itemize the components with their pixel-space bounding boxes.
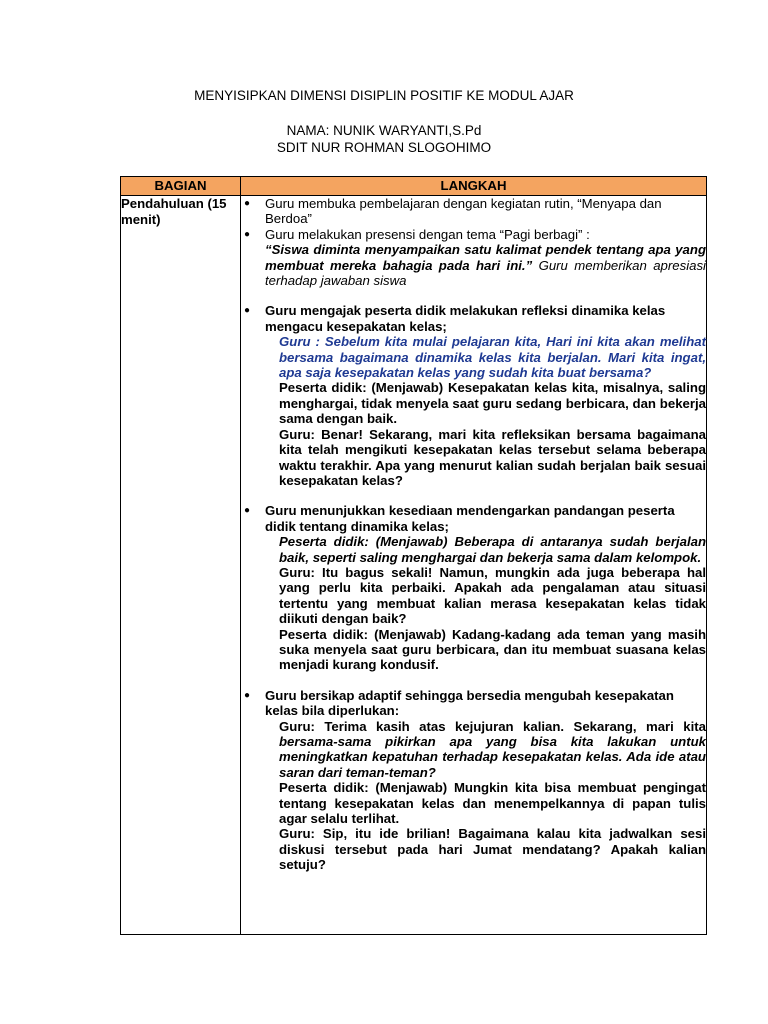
step-item-3: [241, 303, 706, 488]
dialogue: [279, 719, 706, 873]
bullet-icon: ●: [243, 228, 251, 240]
bullet-icon: ●: [243, 198, 251, 209]
dialogue: [279, 534, 706, 673]
bullet-icon: ●: [243, 689, 251, 701]
dialogue: [279, 334, 706, 488]
school-name: SDIT NUR ROHMAN SLOGOHIMO: [276, 140, 492, 155]
bagian-cell: Pendahuluan (15 menit): [121, 196, 241, 935]
dialogue-siswa: Peserta didik: (Menjawab) Kesepakatan kelas kita, misalnya, saling menghargai, tidak menyela saat guru sedang berbicara, dan bekerja sama dengan baik.: [279, 380, 706, 427]
dialogue-guru: Guru: Terima kasih atas kejujuran kalian. Sekarang, mari kita bersama-sama pikirkan apa yang bisa kita lakukan untuk meningkatkan kepatuhan terhadap kesepakatan kelas. Ada ide atau saran dari teman-teman?: [279, 718, 706, 780]
quote-text: “Siswa diminta menyampaikan satu kalimat pendek tentang apa yang membuat mereka bahagia pada hari ini.”: [265, 242, 706, 273]
table-header-row: [121, 177, 707, 196]
lesson-steps-table: [120, 176, 707, 935]
document-title: MENYISIPKAN DIMENSI DISIPLIN POSITIF KE MODUL AJAR: [194, 88, 574, 103]
step-item-5: [241, 688, 706, 873]
author-name: NAMA: NUNIK WARYANTI,S.Pd: [286, 123, 482, 138]
step-text: Guru mengajak peserta didik melakukan refleksi dinamika kelas mengacu kesepakatan kelas;: [265, 303, 666, 334]
step-text: Guru membuka pembelajaran dengan kegiatan rutin, “Menyapa dan Berdoa”: [265, 196, 662, 227]
col-header-bagian: BAGIAN: [121, 177, 241, 196]
bullet-icon: ●: [243, 305, 251, 317]
dialogue-siswa: Peserta didik: (Menjawab) Beberapa di antaranya sudah berjalan baik, seperti saling menghargai dan bekerja sama dalam kelompok.: [279, 534, 706, 565]
quote-after-text: Guru memberikan apresiasi terhadap jawaban siswa: [265, 257, 706, 289]
dialogue-guru: Guru: Sip, itu ide brilian! Bagaimana kalau kita jadwalkan sesi diskusi tersebut pada hari Jumat mendatang? Apakah kalian setuju?: [279, 826, 706, 873]
dialogue-siswa: Peserta didik: (Menjawab) Kadang-kadang ada teman yang masih suka menyela saat guru berbicara, dan itu membuat suasana kelas menjadi kurang kondusif.: [279, 626, 706, 673]
step-item-4: [241, 503, 706, 672]
bullet-icon: ●: [243, 505, 251, 517]
step-item-1: [241, 196, 706, 227]
step-detail: [265, 242, 706, 288]
step-text: Guru bersikap adaptif sehingga bersedia mengubah kesepakatan kelas bila diperlukan:: [265, 687, 674, 719]
step-item-2: [241, 227, 706, 289]
dialogue-guru: Guru: Benar! Sekarang, mari kita refleksikan bersama bagaimana kita telah mengikuti kesepakatan kelas tersebut selama beberapa waktu terakhir. Apa yang menurut kalian sudah berjalan baik sesuai kesepakatan kelas?: [279, 426, 706, 488]
step-text: Guru menunjukkan kesediaan mendengarkan pandangan peserta didik tentang dinamika kelas;: [265, 503, 675, 534]
col-header-langkah: LANGKAH: [241, 177, 707, 196]
dialogue-guru: Guru: Itu bagus sekali! Namun, mungkin ada juga beberapa hal yang perlu kita perbaiki. Apakah ada pengalaman atau situasi tertentu yang membuat kalian merasa kesepakatan kelas tidak diikuti dengan baik?: [279, 564, 706, 627]
dialogue-siswa: Peserta didik: (Menjawab) Mungkin kita bisa membuat pengingat tentang kesepakatan kelas dan menempelkannya di papan tulis agar selalu terlihat.: [279, 780, 706, 827]
step-text: Guru melakukan presensi dengan tema “Pagi berbagi” :: [265, 226, 590, 242]
langkah-cell: [241, 196, 707, 935]
table-row: [121, 196, 707, 935]
dialogue-guru: Guru : Sebelum kita mulai pelajaran kita, Hari ini kita akan melihat bersama bagaimana dinamika kelas kita berjalan. Mari kita ingat, apa saja kesepakatan kelas yang sudah kita buat bersama?: [279, 334, 706, 381]
